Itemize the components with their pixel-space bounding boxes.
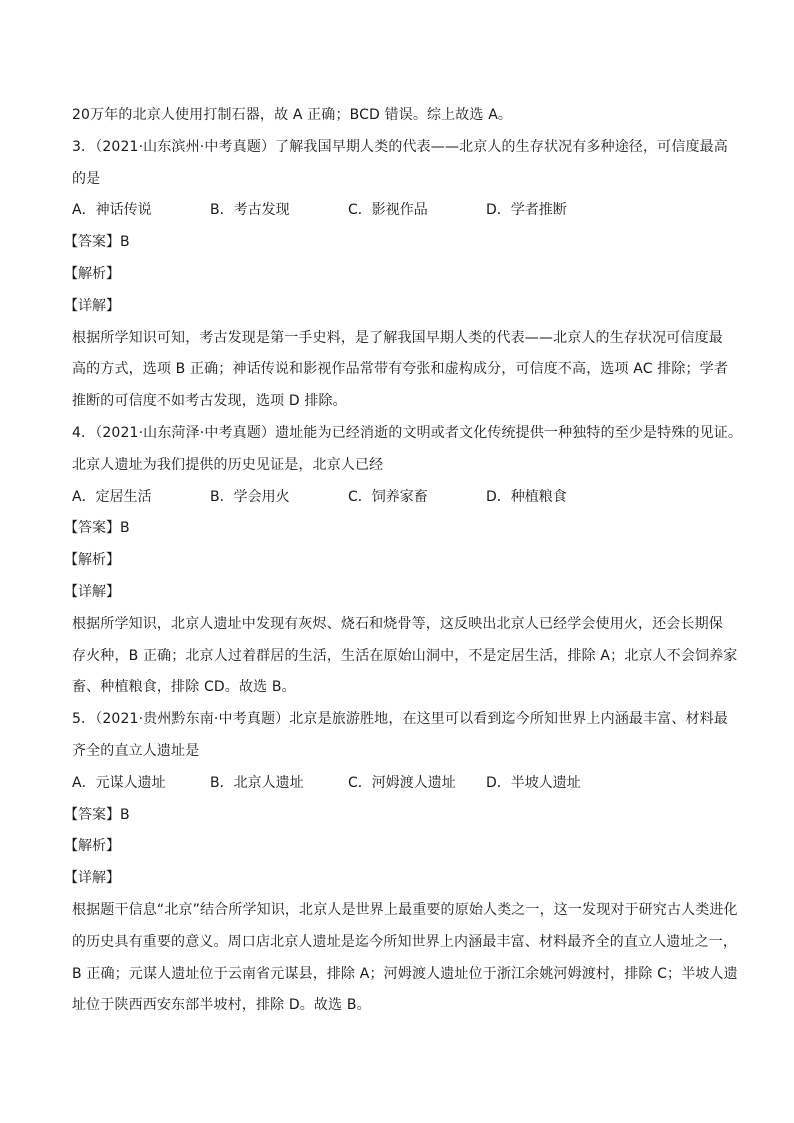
option-c: C．影视作品: [348, 202, 428, 219]
analysis-label: 【解析】: [64, 838, 120, 855]
option-d: D．种植粮食: [486, 488, 567, 505]
options-row: [72, 768, 722, 800]
question-stem-line: 3．（2021·山东滨州·中考真题）了解我国早期人类的代表——北京人的生存状况有多种途径，可信度最高: [72, 138, 728, 155]
detail-label: 【详解】: [64, 297, 120, 314]
explanation-line: 根据所学知识，北京人遗址中发现有灰烬、烧石和烧骨等，这反映出北京人已经学会使用火，还会长期保: [72, 615, 723, 632]
answer-label: 【答案】B: [64, 234, 130, 251]
option-d: D．半坡人遗址: [486, 774, 581, 791]
explanation-line: 的历史具有重要的意义。周口店北京人遗址是迄今所知世界上内涵最丰富、材料最齐全的直立人遗址之一，: [72, 933, 738, 950]
detail-label: 【详解】: [64, 583, 120, 600]
option-a: A．元谋人遗址: [72, 774, 166, 791]
question-stem-line: 北京人遗址为我们提供的历史见证是，北京人已经: [72, 456, 384, 473]
question-4: [64, 418, 743, 704]
document-page: [64, 100, 743, 1022]
explanation-line: 存火种，B 正确；北京人过着群居的生活，生活在原始山洞中，不是定居生活，排除 A；北京人不会饲养家: [72, 647, 738, 664]
analysis-label: 【解析】: [64, 552, 120, 569]
question-stem-line: 的是: [72, 170, 101, 187]
option-a: A．神话传说: [72, 202, 152, 219]
analysis-label: 【解析】: [64, 265, 120, 282]
question-3: [64, 132, 729, 418]
question-stem-line: 齐全的直立人遗址是: [72, 742, 200, 759]
option-a: A．定居生活: [72, 488, 152, 505]
explanation-line: B 正确；元谋人遗址位于云南省元谋县，排除 A；河姆渡人遗址位于浙江余姚河姆渡村，排除 C；半坡人遗: [72, 965, 738, 982]
options-row: [72, 195, 722, 227]
option-b: B．北京人遗址: [210, 774, 304, 791]
options-row: [72, 482, 722, 514]
explanation-line: 根据所学知识可知，考古发现是第一手史料，是了解我国早期人类的代表——北京人的生存状况可信度最: [72, 329, 723, 346]
question-stem-line: 4．（2021·山东菏泽·中考真题）遗址能为已经消逝的文明或者文化传统提供一种独特的至少是特殊的见证。: [72, 424, 743, 441]
answer-label: 【答案】B: [64, 806, 130, 823]
previous-answer-tail: 20万年的北京人使用打制石器，故 A 正确；BCD 错误。综上故选 A。: [72, 107, 513, 123]
detail-label: 【详解】: [64, 870, 120, 887]
explanation-line: 址位于陕西西安东部半坡村，排除 D。故选 B。: [72, 997, 371, 1014]
explanation-line: 畜、种植粮食，排除 CD。故选 B。: [72, 679, 296, 696]
answer-label: 【答案】B: [64, 520, 130, 537]
explanation-line: 高的方式，选项 B 正确；神话传说和影视作品常带有夸张和虚构成分，可信度不高，选项 AC 排除；学者: [72, 361, 729, 378]
explanation-line: 推断的可信度不如考古发现，选项 D 排除。: [72, 393, 347, 410]
question-stem-line: 5．（2021·贵州黔东南·中考真题）北京是旅游胜地，在这里可以看到迄今所知世界上内涵最丰富、材料最: [72, 711, 728, 728]
option-d: D．学者推断: [486, 202, 567, 219]
option-c: C．河姆渡人遗址: [348, 774, 456, 791]
option-c: C．饲养家畜: [348, 488, 428, 505]
option-b: B．学会用火: [210, 488, 290, 505]
explanation-line: 根据题干信息“北京”结合所学知识，北京人是世界上最重要的原始人类之一，这一发现对于研究古人类进化: [72, 901, 738, 918]
question-5: [64, 704, 738, 1022]
option-b: B．考古发现: [210, 202, 290, 219]
